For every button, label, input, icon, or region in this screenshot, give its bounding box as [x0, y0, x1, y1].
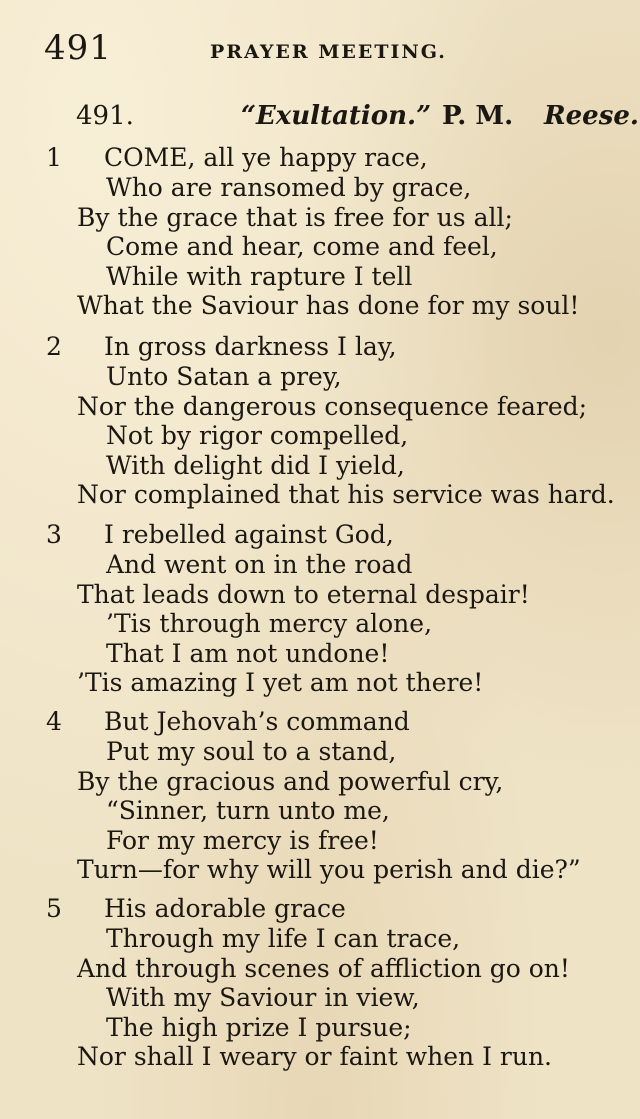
verse-line: Through my life I can trace, — [106, 924, 461, 953]
verse-line: Come and hear, come and feel, — [106, 232, 498, 261]
verse-line: Who are ransomed by grace, — [106, 173, 472, 202]
verse-line: Put my soul to a stand, — [106, 737, 397, 766]
verse-line: What the Saviour has done for my soul! — [77, 291, 580, 320]
verse-line: His adorable grace — [104, 894, 346, 923]
hymn-number: 491. — [76, 101, 134, 131]
hymn-composer: Reese. — [544, 101, 639, 131]
stanza-number: 4 — [46, 707, 62, 736]
verse-line: With delight did I yield, — [106, 451, 405, 480]
verse-line: Unto Satan a prey, — [106, 362, 342, 391]
page-number: 491 — [44, 28, 112, 68]
verse-line: Turn—for why will you perish and die?” — [77, 855, 581, 884]
verse-line: Nor the dangerous consequence feared; — [77, 392, 588, 421]
verse-line: Nor complained that his service was hard. — [77, 480, 615, 509]
verse-line: ’Tis amazing I yet am not there! — [77, 668, 484, 697]
verse-line: ’Tis through mercy alone, — [106, 609, 433, 638]
verse-line: Not by rigor compelled, — [106, 421, 409, 450]
stanza-number: 5 — [46, 894, 62, 923]
hymn-tune-name: “Exultation.” — [241, 101, 432, 131]
verse-line: Nor shall I weary or faint when I run. — [77, 1042, 552, 1071]
stanza-number: 2 — [46, 332, 62, 361]
running-head: PRAYER MEETING. — [210, 41, 447, 63]
verse-line: With my Saviour in view, — [106, 983, 420, 1012]
verse-line: By the gracious and powerful cry, — [77, 767, 504, 796]
verse-line: That leads down to eternal despair! — [77, 580, 530, 609]
verse-line: For my mercy is free! — [106, 826, 379, 855]
verse-line: By the grace that is free for us all; — [77, 203, 513, 232]
verse-line: The high prize I pursue; — [106, 1013, 412, 1042]
stanza-number: 3 — [46, 520, 62, 549]
verse-line: COME, all ye happy race, — [104, 143, 428, 172]
verse-line: “Sinner, turn unto me, — [106, 796, 390, 825]
verse-line: But Jehovah’s command — [104, 707, 410, 736]
hymn-header — [76, 98, 639, 134]
hymn-meter: P. M. — [442, 101, 514, 131]
verse-line: And went on in the road — [106, 550, 413, 579]
verse-line: While with rapture I tell — [106, 262, 413, 291]
verse-line: That I am not undone! — [106, 639, 390, 668]
verse-line: And through scenes of affliction go on! — [77, 954, 570, 983]
verse-line: In gross darkness I lay, — [104, 332, 397, 361]
verse-line: I rebelled against God, — [104, 520, 394, 549]
stanza-number: 1 — [46, 143, 62, 172]
